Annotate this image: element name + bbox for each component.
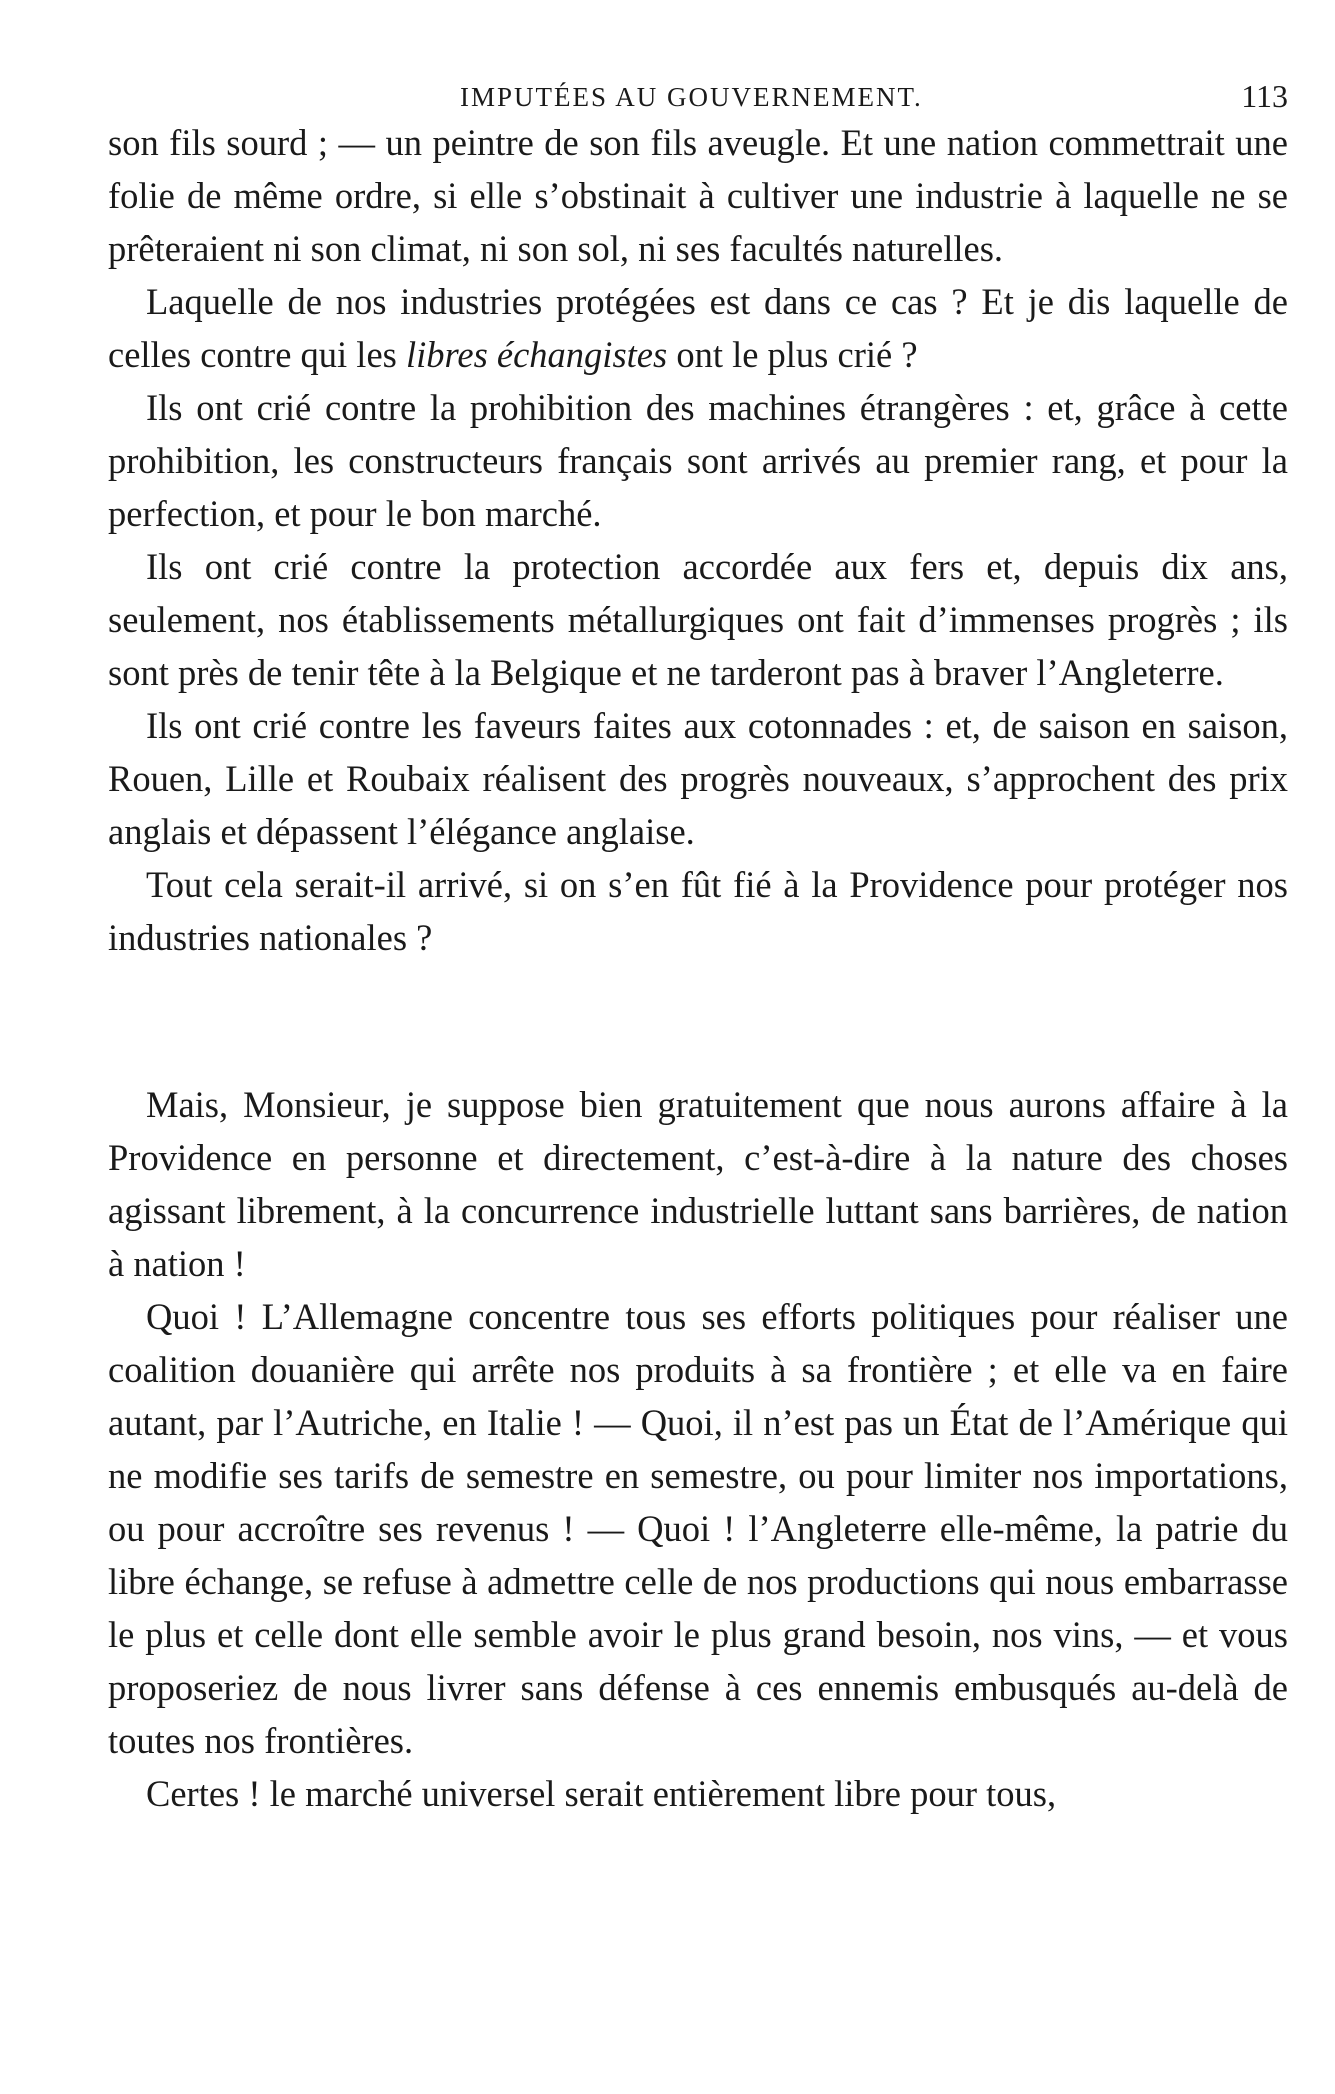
paragraph-4: Ils ont crié contre la protection accordée aux fers et, depuis dix ans, seulement, nos établissements métallurgiques ont fait d’immenses progrès ; ils sont près de tenir tête à la Belgique et ne tarderont pas à braver l’Angleterre. (108, 546, 1288, 693)
paragraph-8: Quoi ! L’Allemagne concentre tous ses efforts politiques pour réaliser une coalition douanière qui arrête nos produits à sa frontière ; et elle va en faire autant, par l’Autriche, en Italie ! — Quoi, il n’est pas un État de l’Amérique qui ne modifie ses tarifs de semestre en semestre, ou pour limiter nos importations, ou pour accroître ses revenus ! — Quoi ! l’Angleterre elle-même, la patrie du libre échange, se refuse à admettre celle de nos productions qui nous embarrasse le plus et celle dont elle semble avoir le plus grand besoin, nos vins, — et vous proposeriez de nous livrer sans défense à ces ennemis embusqués au-delà de toutes nos frontières. (108, 1296, 1288, 1761)
paragraph-2-text-before: Laquelle de nos industries protégées est dans ce cas ? Et je dis laquelle de celles contre qui les (108, 281, 1288, 375)
paragraph-9: Certes ! le marché universel serait entièrement libre pour tous, (146, 1773, 1057, 1814)
paragraph-2-italic-term: libres échangistes (405, 334, 668, 375)
paragraph-2-text-after: ont le plus crié ? (667, 334, 918, 375)
paragraph-2 (108, 275, 1288, 381)
running-header (108, 68, 1288, 116)
paragraph-7: Mais, Monsieur, je suppose bien gratuitement que nous aurons affaire à la Providence en personne et directement, c’est-à-dire à la nature des choses agissant librement, à la concurrence industrielle luttant sans barrières, de nation à nation ! (108, 1084, 1288, 1284)
paragraph-6: Tout cela serait-il arrivé, si on s’en fût fié à la Providence pour protéger nos industries nationales ? (108, 864, 1288, 958)
book-page (108, 68, 1288, 1820)
paragraph-5: Ils ont crié contre les faveurs faites aux cotonnades : et, de saison en saison, Rouen, Lille et Roubaix réalisent des progrès nouveaux, s’approchent des prix anglais et dépassent l’élégance anglaise. (108, 705, 1288, 852)
paragraph-3: Ils ont crié contre la prohibition des machines étrangères : et, grâce à cette prohibition, les constructeurs français sont arrivés au premier rang, et pour la perfection, et pour le bon marché. (108, 387, 1288, 534)
page-number: 113 (1241, 78, 1288, 114)
paragraph-1: son fils sourd ; — un peintre de son fils aveugle. Et une nation commettrait une folie de même ordre, si elle s’obstinait à cultiver une industrie à laquelle ne se prêteraient ni son climat, ni son sol, ni ses facultés naturelles. (108, 122, 1288, 269)
running-title: IMPUTÉES AU GOUVERNEMENT. (460, 82, 923, 112)
